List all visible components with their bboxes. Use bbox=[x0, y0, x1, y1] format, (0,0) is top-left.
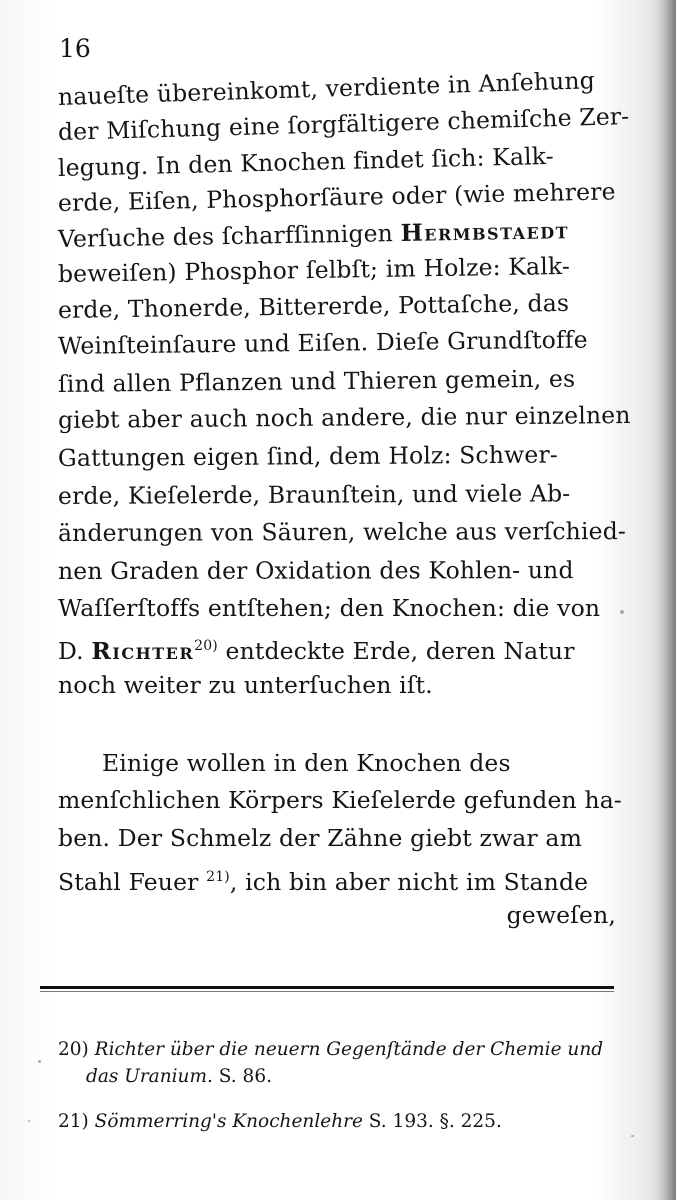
author-name-richter: Richter bbox=[91, 636, 195, 665]
text-line: naueſte übereinkomt, verdiente in Anſehung bbox=[57, 66, 596, 111]
text-line: legung. In den Knochen findet ſich: Kalk- bbox=[57, 141, 555, 182]
footnote-divider bbox=[40, 986, 614, 989]
text-line: menſchlichen Körpers Kieſelerde gefunden ha- bbox=[58, 786, 623, 814]
text-line bbox=[58, 862, 616, 896]
text-segment: entdeckte Erde, deren Natur bbox=[217, 636, 575, 665]
author-name-hermbstaedt: Hermbstaedt bbox=[400, 216, 570, 248]
text-line: beweiſen) Phosphor ſelbſt; im Holze: Kalk- bbox=[57, 251, 571, 288]
text-line: Weinſteinſaure und Eiſen. Dieſe Grundſtoffe bbox=[57, 325, 588, 360]
text-line: giebt aber auch noch andere, die nur einzelnen bbox=[57, 401, 631, 434]
text-line: der Miſchung eine ſorgfältigere chemiſche Zer- bbox=[57, 102, 630, 146]
text-line: Gattungen eigen ſind, dem Holz: Schwer- bbox=[57, 440, 558, 472]
footnote-20-line-1 bbox=[58, 1038, 618, 1062]
text-line: ſind allen Pflanzen und Thieren gemein, es bbox=[57, 364, 576, 398]
text-line: Waſſerſtoffs entſtehen; den Knochen: die von bbox=[58, 594, 601, 622]
text-line: Einige wollen in den Knochen des bbox=[102, 749, 511, 777]
footnote-number: 20) bbox=[58, 1039, 89, 1060]
catchword: geweſen, bbox=[506, 901, 616, 929]
text-line: änderungen von Säuren, welche aus verſchied- bbox=[57, 517, 626, 547]
footnote-20-line-2 bbox=[86, 1065, 646, 1089]
footnote-page-ref: S. 86. bbox=[212, 1066, 272, 1087]
footnote-text: das Uranium. bbox=[86, 1066, 213, 1087]
footnote-text: Richter über die neuern Gegenſtände der Chemie und bbox=[94, 1039, 604, 1060]
page-gutter-shadow bbox=[658, 0, 676, 1200]
text-segment: , ich bin aber nicht im Stande bbox=[229, 867, 589, 896]
footnote-reference-21: 21) bbox=[206, 869, 230, 885]
text-line: erde, Thonerde, Bittererde, Pottaſche, das bbox=[57, 288, 570, 324]
text-line: erde, Eiſen, Phosphorſäure oder (wie mehrere bbox=[57, 177, 616, 217]
footnote-number: 21) bbox=[58, 1111, 89, 1132]
text-line: noch weiter zu unterſuchen iſt. bbox=[58, 671, 433, 699]
text-line: nen Graden der Oxidation des Kohlen- und bbox=[57, 556, 574, 585]
page-number: 16 bbox=[59, 34, 91, 63]
text-line: erde, Kieſelerde, Braunſtein, und viele Ab- bbox=[57, 479, 571, 510]
text-segment: Stahl Feuer bbox=[58, 867, 207, 896]
text-line: ben. Der Schmelz der Zähne giebt zwar am bbox=[58, 824, 582, 852]
paper-speck bbox=[620, 610, 624, 614]
text-segment: Verſuche des ſcharfſinnigen bbox=[57, 219, 401, 253]
footnote-page-ref: S. 193. §. 225. bbox=[362, 1111, 502, 1132]
footnote-text: Sömmerring's Knochenlehre bbox=[94, 1111, 363, 1132]
paper-speck bbox=[28, 1120, 30, 1122]
text-line bbox=[58, 631, 616, 665]
text-line bbox=[58, 214, 616, 255]
footnote-reference-20: 20) bbox=[194, 638, 218, 654]
text-segment: D. bbox=[58, 636, 92, 665]
footnote-divider-shadow bbox=[40, 991, 614, 992]
paper-speck bbox=[631, 1135, 634, 1137]
paper-speck bbox=[38, 1060, 41, 1063]
footnote-21 bbox=[58, 1110, 618, 1134]
